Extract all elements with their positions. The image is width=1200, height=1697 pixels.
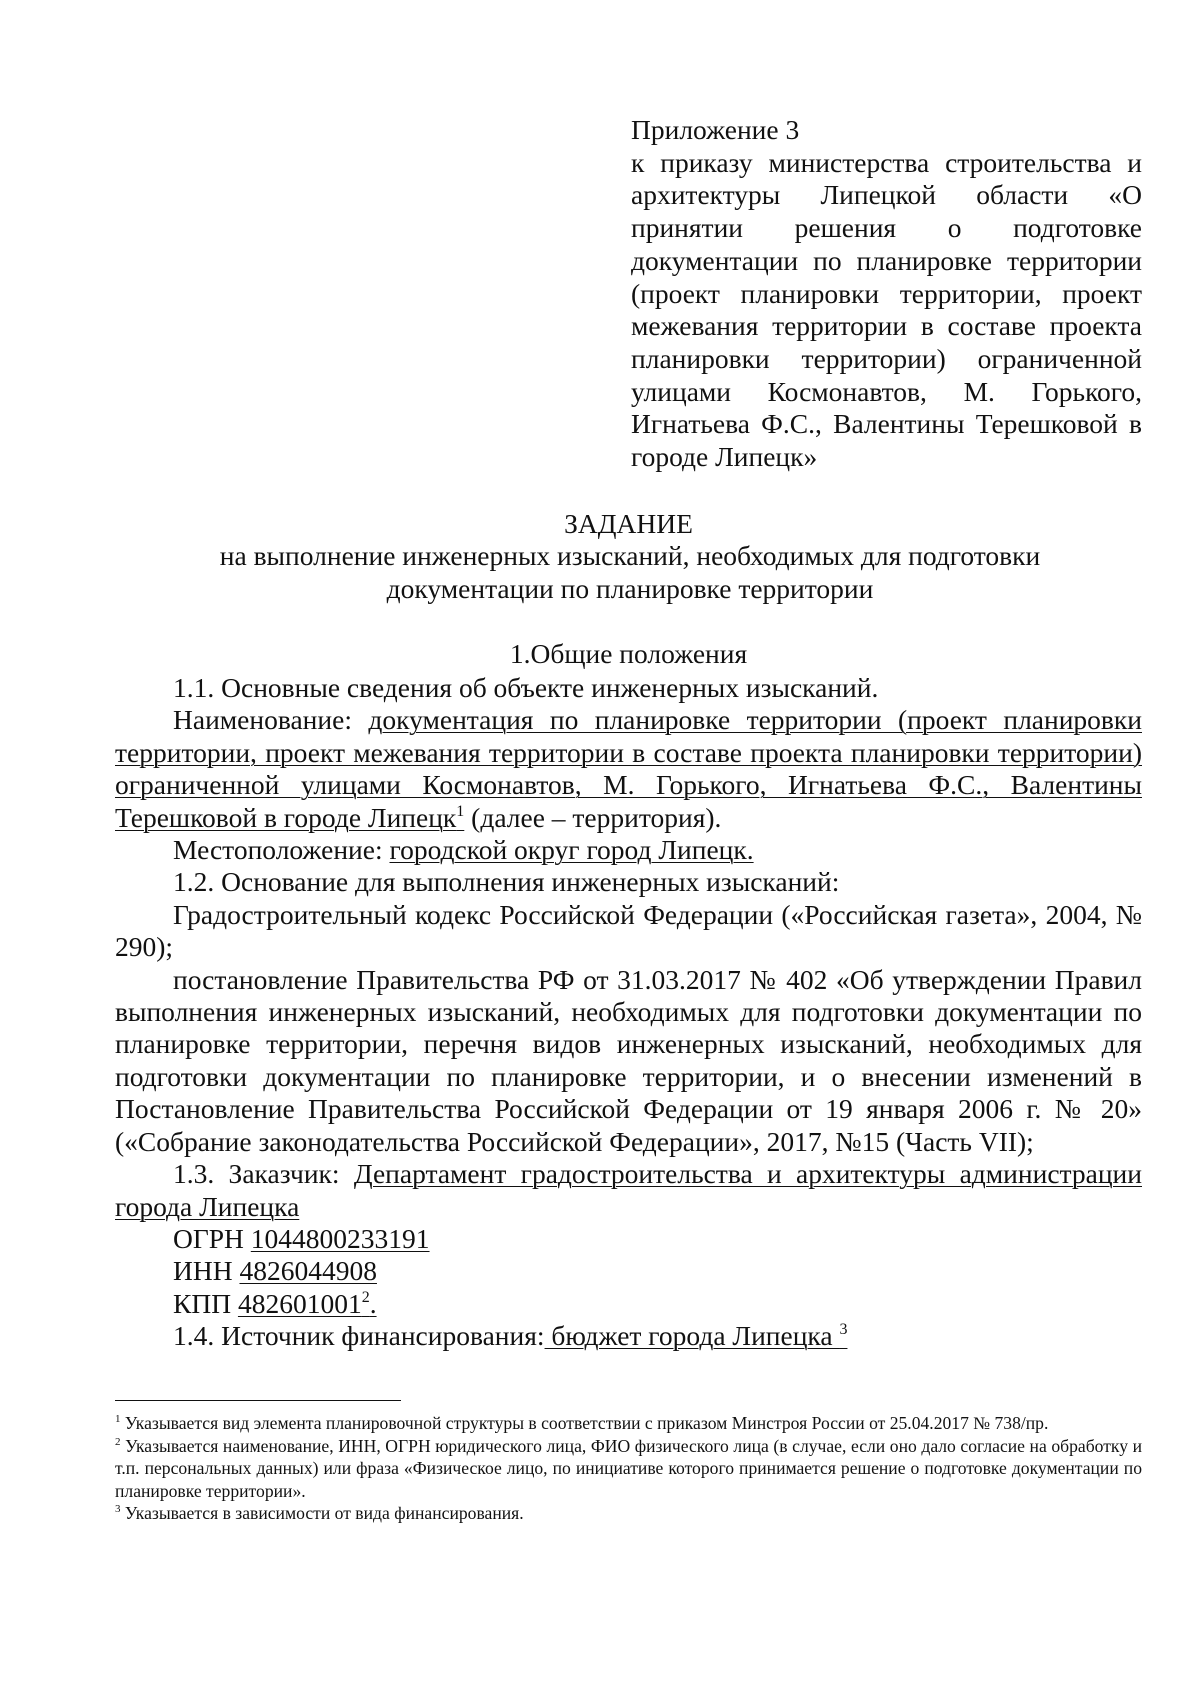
location-label: Местоположение: (173, 834, 390, 866)
customer-ogrn (115, 1223, 1142, 1255)
kpp-value: 482601001 (237, 1287, 362, 1319)
footnote-3 (115, 1502, 1142, 1525)
document-title: ЗАДАНИЕ (564, 508, 693, 539)
clause-name (115, 704, 1142, 834)
document-subtitle: на выполнение инженерных изысканий, необходимых для подготовки документации по планировке территории (219, 540, 1041, 604)
ogrn-label: ОГРН (173, 1222, 251, 1254)
section-title-general: 1.Общие положения (509, 638, 748, 669)
footnote-2-text: Указывается наименование, ИНН, ОГРН юридического лица, ФИО физического лица (в случае, если оно дало согласие на обработку и т.п. персональных данных) или фраза «Физическое лицо, по инициативе которого принимается решение о подготовке документации по планировке территории». (115, 1435, 1142, 1501)
basis-town-planning-code: Градостроительный кодекс Российской Федерации («Российская газета», 2004, № 290); (115, 898, 1142, 963)
footnote-ref-2[interactable]: 2 (361, 1288, 370, 1306)
clause-1-1: 1.1. Основные сведения об объекте инженерных изысканий. (173, 672, 879, 703)
clause-1-2: 1.2. Основание для выполнения инженерных изысканий: (173, 866, 840, 898)
kpp-dot: . (369, 1287, 377, 1319)
finance-value: бюджет города Липецка (544, 1320, 840, 1352)
inn-value: 4826044908 (239, 1255, 377, 1287)
annex-order-reference: к приказу министерства строительства и архитектуры Липецкой области «О принятии решения о подготовке документации по планировке территории (проект планировки территории, проект межевания территории в составе проекта планировки территории) ограниченной улицами Космонавтов, М. Горького, Игнатьева Ф.С., Валентины Терешковой в городе Липецк» (631, 146, 1142, 473)
inn-label: ИНН (173, 1255, 240, 1287)
customer-label: 1.3. Заказчик: (173, 1158, 354, 1190)
footnote-1 (115, 1412, 1142, 1435)
name-tail: (далее – территория). (464, 801, 722, 833)
document-body (115, 672, 1142, 1353)
finance-value-group (545, 1320, 848, 1351)
kpp-value-group (238, 1288, 377, 1319)
footnote-ref-1[interactable]: 1 (456, 802, 465, 820)
finance-label: 1.4. Источник финансирования: (173, 1320, 545, 1352)
footnotes (115, 1412, 1142, 1525)
footnote-3-text: Указывается в зависимости от вида финансирования. (120, 1503, 524, 1523)
footnote-1-text: Указывается вид элемента планировочной структуры в соответствии с приказом Минстроя России от 25.04.2017 № 738/пр. (120, 1413, 1049, 1433)
footnote-separator (115, 1400, 401, 1401)
name-value-text: документация по планировке территории (проект планировки территории, проект межевания территории в составе проекта планировки территории) ограниченной улицами Космонавтов, М. Горького, Игнатьева Ф.С., Валентины Терешковой в городе Липецк (115, 704, 1142, 833)
annex-number: Приложение 3 (631, 114, 800, 145)
footnote-ref-3[interactable]: 3 (839, 1321, 848, 1339)
footnote-2 (115, 1435, 1142, 1503)
clause-customer (115, 1158, 1142, 1223)
clause-financing (115, 1320, 1142, 1352)
annex-header (631, 114, 1142, 474)
footnote-3-mark: 3 (115, 1503, 121, 1515)
location-value: городской округ город Липецк. (389, 834, 754, 866)
name-label: Наименование: (173, 704, 369, 736)
basis-government-decree: постановление Правительства РФ от 31.03.2017 № 402 «Об утверждении Правил выполнения инженерных изысканий, необходимых для подготовки документации по планировке территории, перечня видов инженерных изысканий, необходимых для подготовки документации по планировке территории, и о внесении изменений в Постановление Правительства Российской Федерации от 19 января 2006 г. № 20» («Собрание законодательства Российской Федерации», 2017, №15 (Часть VII); (115, 963, 1142, 1157)
customer-kpp (115, 1288, 1142, 1320)
customer-value: Департамент градостроительства и архитектуры администрации города Липецка (115, 1158, 1142, 1222)
customer-inn (115, 1255, 1142, 1287)
ogrn-value: 1044800233191 (250, 1222, 430, 1254)
clause-location (115, 834, 1142, 866)
footnote-1-mark: 1 (115, 1413, 121, 1425)
kpp-label: КПП (173, 1287, 238, 1319)
footnote-2-mark: 2 (115, 1435, 121, 1448)
